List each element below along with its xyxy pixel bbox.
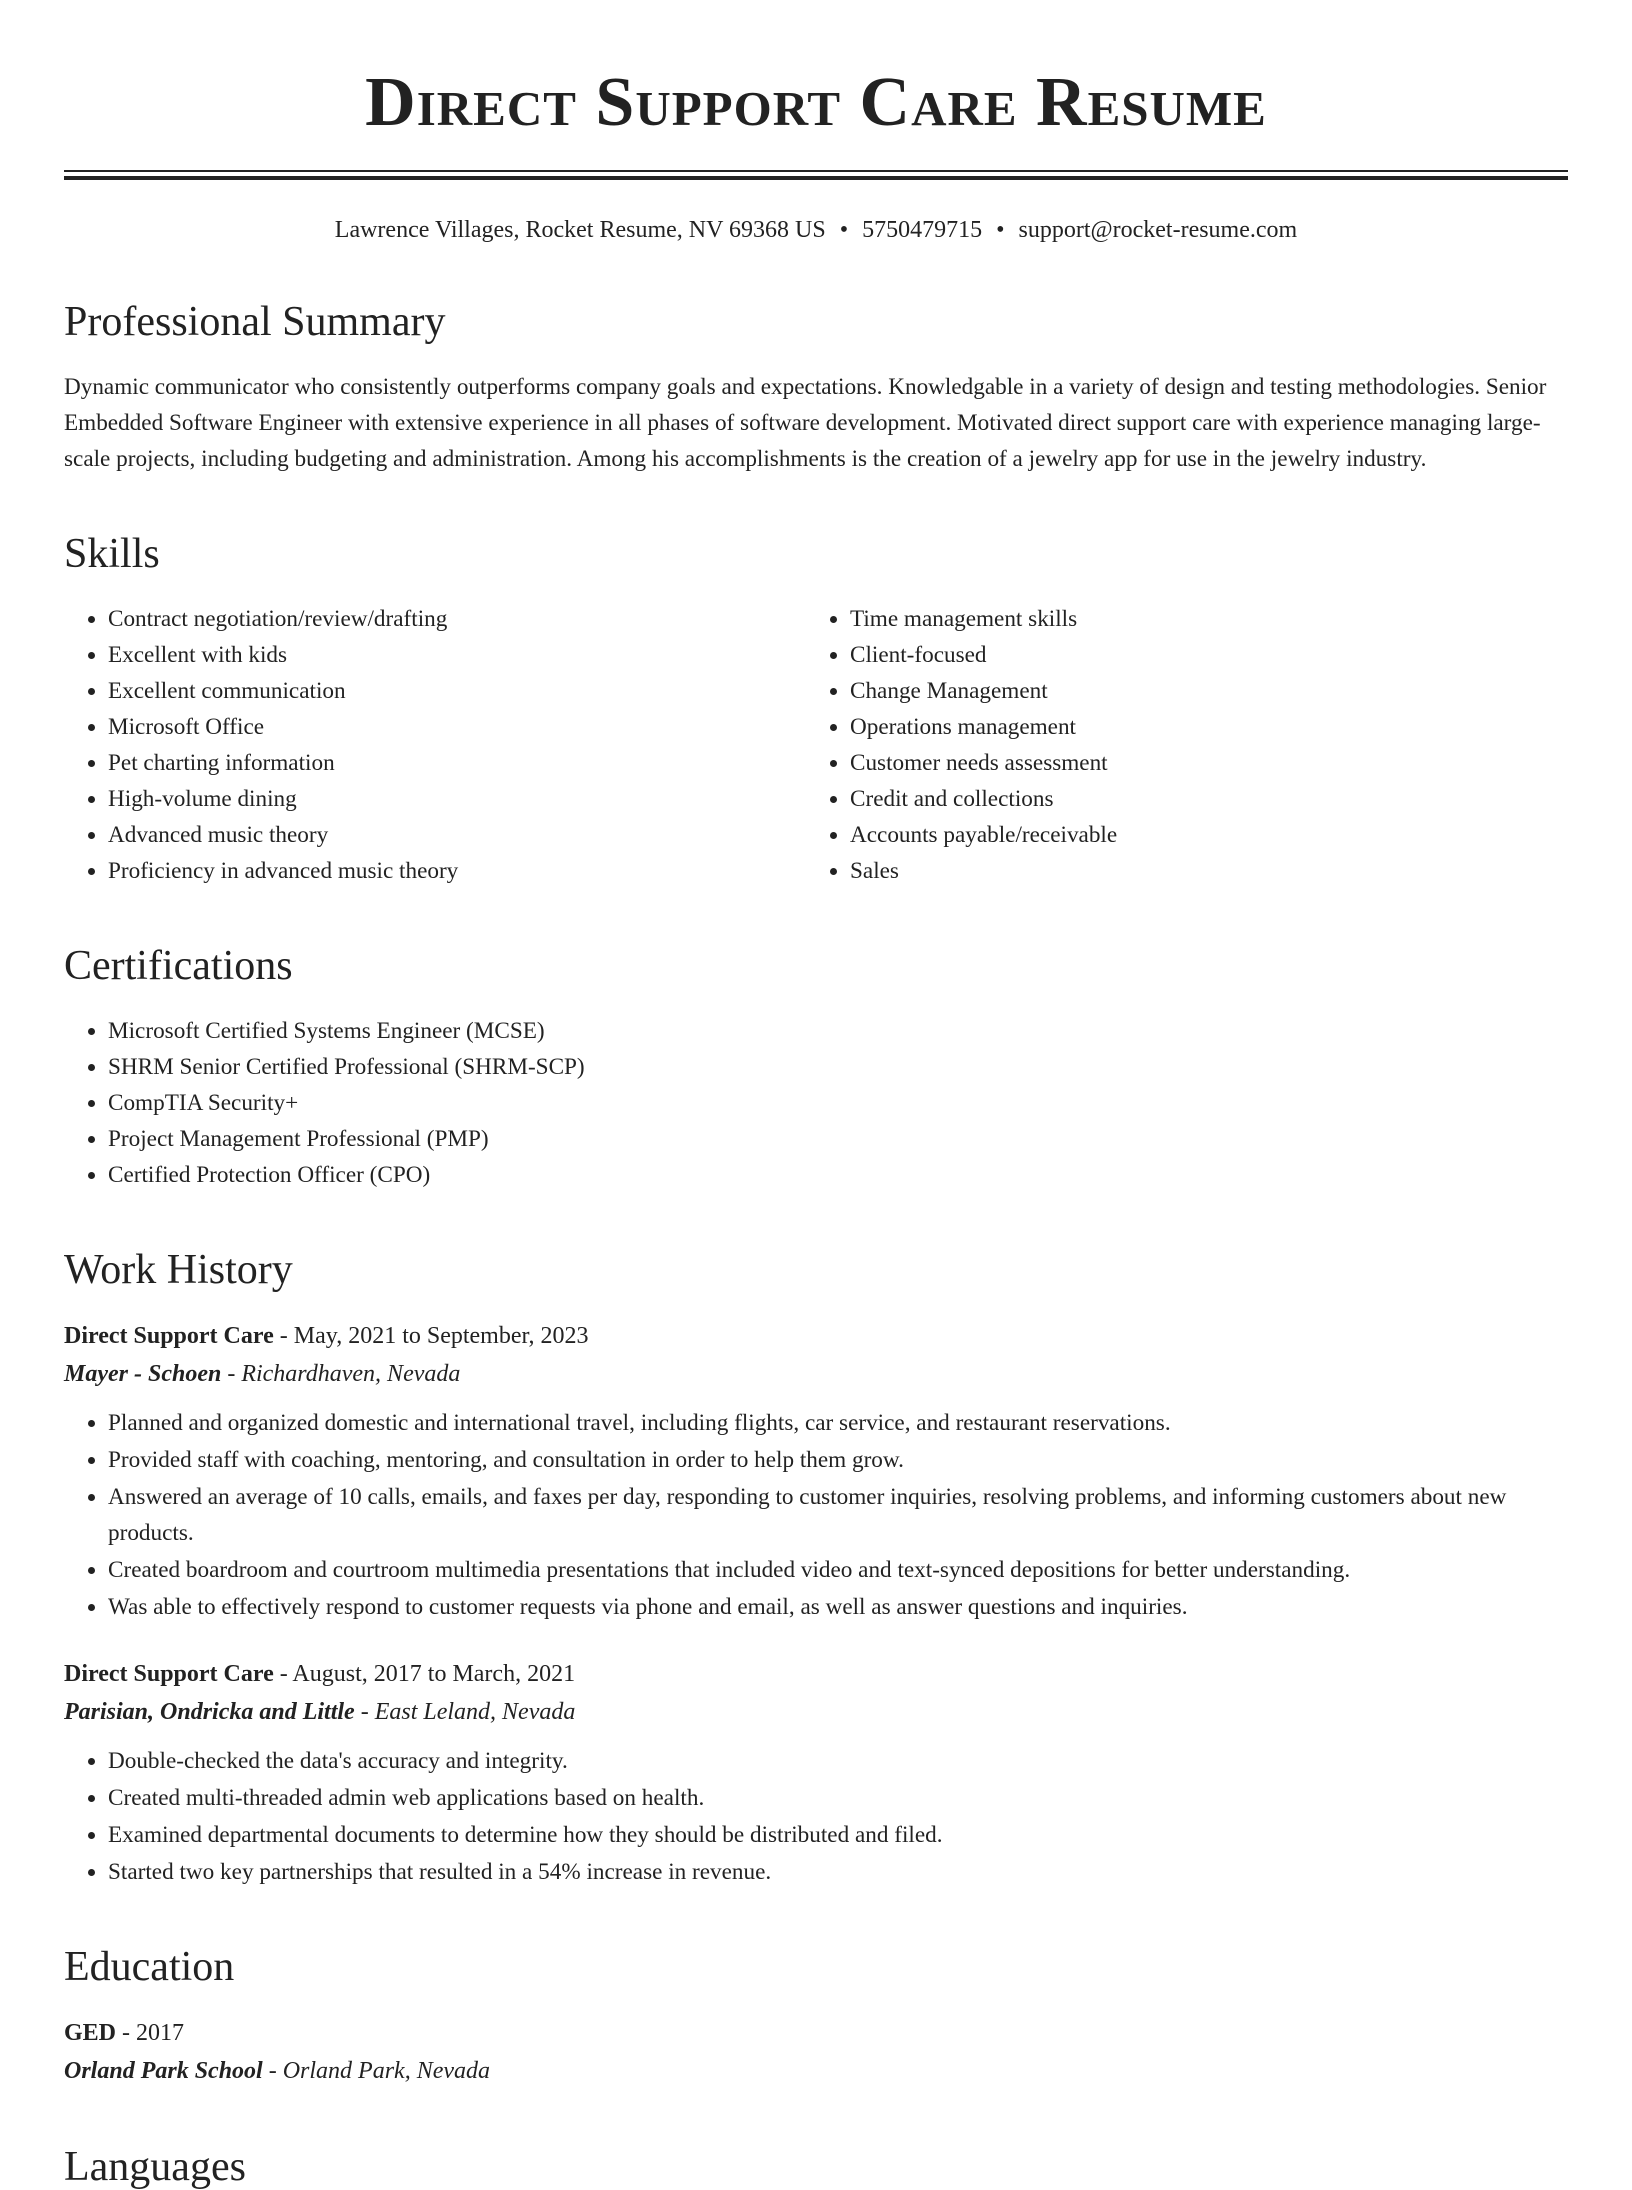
job-entry	[64, 1655, 1568, 1890]
job-duty-item: • Was able to effectively respond to customer requests via phone and email, as well as answer questions and inquiries.	[108, 1589, 1568, 1625]
skill-item: • Operations management	[850, 709, 1548, 745]
skill-item: • Advanced music theory	[108, 817, 806, 853]
skill-item: • Pet charting information	[108, 745, 806, 781]
skill-item: • Credit and collections	[850, 781, 1548, 817]
skill-item: • Excellent communication	[108, 673, 806, 709]
education-school-line	[64, 2052, 1568, 2090]
job-duty-item: • Examined departmental documents to determine how they should be distributed and filed.	[108, 1817, 1568, 1853]
certification-item: • SHRM Senior Certified Professional (SHRM-SCP)	[108, 1049, 1568, 1085]
languages-section	[64, 2143, 1568, 2190]
job-company: Mayer - Schoen	[64, 1360, 222, 1387]
job-dates: - August, 2017 to March, 2021	[273, 1660, 576, 1687]
certification-item: • Project Management Professional (PMP)	[108, 1121, 1568, 1157]
section-heading-summary: Professional Summary	[64, 298, 446, 345]
skill-item: • Sales	[850, 853, 1548, 889]
contact-separator: •	[996, 217, 1005, 243]
skills-list-left	[64, 601, 806, 889]
skill-item: • Client-focused	[850, 637, 1548, 673]
job-entry	[64, 1317, 1568, 1625]
job-duty-item: • Provided staff with coaching, mentoring, and consultation in order to help them grow.	[108, 1442, 1568, 1478]
job-company: Parisian, Ondricka and Little	[64, 1698, 355, 1725]
certification-item: • Certified Protection Officer (CPO)	[108, 1157, 1568, 1193]
education-school: Orland Park School	[64, 2057, 263, 2084]
certification-item: • CompTIA Security+	[108, 1085, 1568, 1121]
certification-item: • Microsoft Certified Systems Engineer (MCSE)	[108, 1013, 1568, 1049]
education-degree-line	[64, 2014, 1568, 2052]
job-duties-list	[64, 1405, 1568, 1625]
section-heading-work-history: Work History	[64, 1246, 293, 1293]
job-title-line	[64, 1317, 1568, 1355]
job-duty-item: • Double-checked the data's accuracy and integrity.	[108, 1743, 1568, 1779]
job-duties-list	[64, 1743, 1568, 1890]
job-company-line	[64, 1355, 1568, 1393]
summary-text: Dynamic communicator who consistently outperforms company goals and expectations. Knowledgable in a variety of design and testing methodologies. Senior Embedded Software Engineer with extensive experience in all phases of software development. Motivated direct support care with experience managing large-scale projects, including budgeting and administration. Among his accomplishments is the creation of a jewelry app for use in the jewelry industry.	[64, 373, 1547, 472]
job-title: Direct Support Care	[64, 1660, 274, 1687]
section-heading-certifications: Certifications	[64, 942, 293, 989]
job-duty-item: • Answered an average of 10 calls, emails, and faxes per day, responding to customer inquiries, resolving problems, and informing customers about new products.	[108, 1479, 1568, 1551]
contact-address: Lawrence Villages, Rocket Resume, NV 69368 US	[334, 217, 826, 243]
certifications-list	[64, 1013, 1568, 1193]
contact-line	[64, 216, 1568, 245]
education-degree: GED	[64, 2019, 117, 2046]
contact-separator: •	[839, 217, 849, 243]
skills-grid	[64, 601, 1568, 889]
certifications-section	[64, 942, 1568, 1193]
job-duty-item: • Created multi-threaded admin web applications based on health.	[108, 1780, 1568, 1816]
job-title: Direct Support Care	[64, 1322, 274, 1349]
skill-item: • Time management skills	[850, 601, 1548, 637]
professional-summary-section	[64, 298, 1568, 477]
skill-item: • Proficiency in advanced music theory	[108, 853, 806, 889]
job-duty-item: • Planned and organized domestic and international travel, including flights, car service, and restaurant reservations.	[108, 1405, 1568, 1441]
work-history-section	[64, 1246, 1568, 1890]
skill-item: • Microsoft Office	[108, 709, 806, 745]
skill-item: • Contract negotiation/review/drafting	[108, 601, 806, 637]
education-location: - Orland Park, Nevada	[262, 2057, 490, 2084]
resume-title: Direct Support Care Resume	[365, 64, 1267, 141]
job-location: - Richardhaven, Nevada	[221, 1360, 461, 1387]
section-heading-languages: Languages	[64, 2143, 246, 2190]
contact-phone: 5750479715	[862, 217, 983, 243]
job-duty-item: • Created boardroom and courtroom multimedia presentations that included video and text-synced depositions for better understanding.	[108, 1552, 1568, 1588]
skill-item: • Excellent with kids	[108, 637, 806, 673]
skill-item: • Customer needs assessment	[850, 745, 1548, 781]
skill-item: • Accounts payable/receivable	[850, 817, 1548, 853]
job-title-line	[64, 1655, 1568, 1693]
skill-item: • High-volume dining	[108, 781, 806, 817]
job-dates: - May, 2021 to September, 2023	[273, 1322, 589, 1349]
section-heading-skills: Skills	[64, 530, 160, 577]
education-year: - 2017	[116, 2019, 185, 2046]
job-company-line	[64, 1693, 1568, 1731]
contact-email: support@rocket-resume.com	[1018, 217, 1298, 243]
skills-section	[64, 530, 1568, 889]
job-location: - East Leland, Nevada	[354, 1698, 576, 1725]
section-heading-education: Education	[64, 1943, 235, 1990]
title-divider	[64, 170, 1568, 180]
skill-item: • Change Management	[850, 673, 1548, 709]
education-section	[64, 1943, 1568, 2090]
job-duty-item: • Started two key partnerships that resulted in a 54% increase in revenue.	[108, 1854, 1568, 1890]
skills-list-right	[806, 601, 1548, 889]
